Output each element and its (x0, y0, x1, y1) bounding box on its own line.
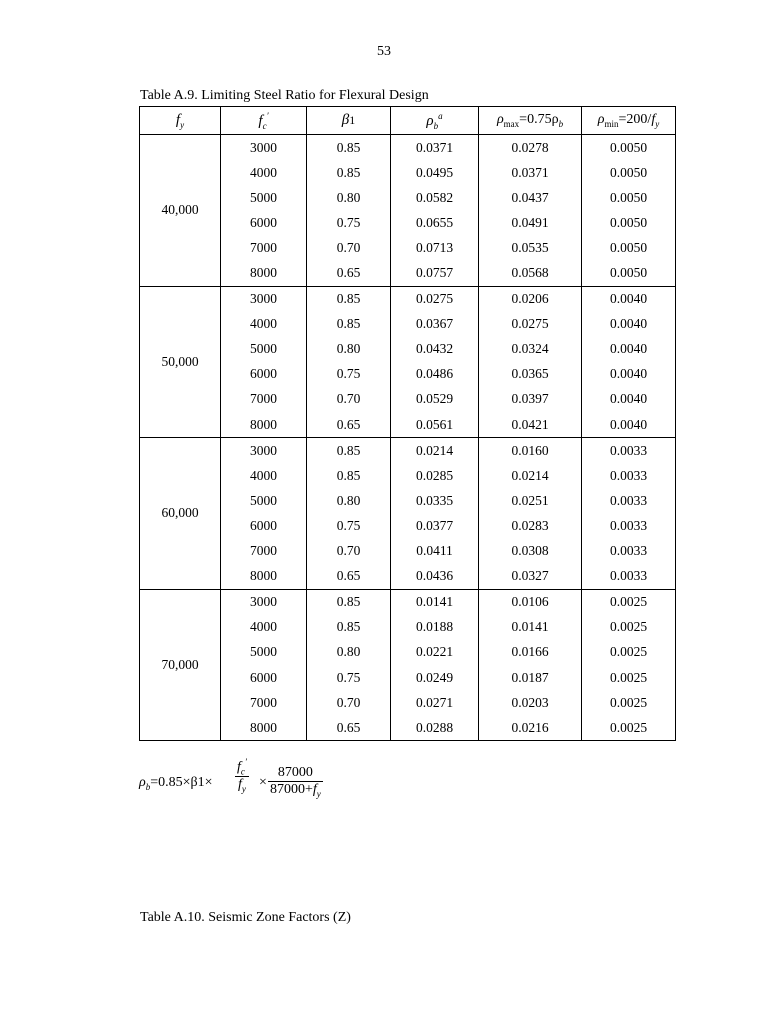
rho-min-cell: 0.0040 (582, 412, 676, 438)
beta1-cell: 0.70 (307, 539, 391, 564)
header-row (140, 107, 676, 135)
fc-cell: 5000 (221, 185, 307, 210)
rho-max-cell: 0.0160 (479, 438, 582, 464)
rho-b-cell: 0.0411 (391, 539, 479, 564)
table-row (140, 387, 676, 412)
fc-cell: 7000 (221, 235, 307, 260)
fc-cell: 3000 (221, 438, 307, 464)
rho-b-cell: 0.0214 (391, 438, 479, 464)
table-row (140, 615, 676, 640)
rho-max-cell: 0.0203 (479, 690, 582, 715)
rho-min-cell: 0.0033 (582, 488, 676, 513)
rho-min-cell: 0.0050 (582, 260, 676, 286)
beta1-cell: 0.70 (307, 387, 391, 412)
table-row (140, 210, 676, 235)
beta1-cell: 0.75 (307, 665, 391, 690)
beta1-cell: 0.70 (307, 690, 391, 715)
header-rho-b: $\rho_b^a$ (391, 107, 479, 135)
table-row (140, 513, 676, 538)
beta1-cell: 0.75 (307, 513, 391, 538)
rho-min-cell: 0.0025 (582, 715, 676, 741)
table-row (140, 564, 676, 590)
fc-cell: 6000 (221, 362, 307, 387)
fc-cell: 4000 (221, 615, 307, 640)
fc-cell: 8000 (221, 412, 307, 438)
rho-max-cell: 0.0141 (479, 615, 582, 640)
rho-min-cell: 0.0050 (582, 160, 676, 185)
fc-cell: 7000 (221, 690, 307, 715)
table-row (140, 640, 676, 665)
rho-max-cell: 0.0283 (479, 513, 582, 538)
table-row (140, 589, 676, 615)
rho-b-cell: 0.0377 (391, 513, 479, 538)
table-row (140, 286, 676, 312)
rho-max-cell: 0.0308 (479, 539, 582, 564)
beta1-cell: 0.85 (307, 615, 391, 640)
fc-cell: 8000 (221, 260, 307, 286)
table-row (140, 185, 676, 210)
beta1-cell: 0.80 (307, 640, 391, 665)
table-row (140, 488, 676, 513)
rho-min-cell: 0.0040 (582, 312, 676, 337)
rho-min-cell: 0.0025 (582, 640, 676, 665)
rho-b-cell: 0.0432 (391, 337, 479, 362)
table-row (140, 160, 676, 185)
rho-min-cell: 0.0025 (582, 589, 676, 615)
table-row (140, 260, 676, 286)
fy-group-cell: 70,000 (140, 589, 221, 741)
fy-group-cell: 60,000 (140, 438, 221, 590)
rho-max-cell: 0.0187 (479, 665, 582, 690)
rho-b-cell: 0.0285 (391, 463, 479, 488)
rho-min-cell: 0.0040 (582, 362, 676, 387)
beta1-cell: 0.65 (307, 715, 391, 741)
rho-max-cell: 0.0106 (479, 589, 582, 615)
header-rho-max: $\rho_{max}=0.75\rho_b$ (479, 107, 582, 135)
rho-b-cell: 0.0529 (391, 387, 479, 412)
fc-cell: 8000 (221, 715, 307, 741)
table-row (140, 235, 676, 260)
fc-cell: 3000 (221, 286, 307, 312)
rho-min-cell: 0.0025 (582, 615, 676, 640)
table-row (140, 665, 676, 690)
table-row (140, 337, 676, 362)
rho-min-cell: 0.0040 (582, 286, 676, 312)
fc-cell: 6000 (221, 210, 307, 235)
header-rho-min: $\rho_{min}=200/f_y$ (582, 107, 676, 135)
rho-b-cell: 0.0271 (391, 690, 479, 715)
rho-min-cell: 0.0040 (582, 337, 676, 362)
fc-cell: 8000 (221, 564, 307, 590)
rho-max-cell: 0.0327 (479, 564, 582, 590)
rho-b-cell: 0.0757 (391, 260, 479, 286)
rho-max-cell: 0.0275 (479, 312, 582, 337)
table-row (140, 312, 676, 337)
fy-group-cell: 40,000 (140, 135, 221, 287)
table-row (140, 690, 676, 715)
fc-cell: 4000 (221, 160, 307, 185)
rho-max-cell: 0.0216 (479, 715, 582, 741)
steel-ratio-table (139, 106, 676, 741)
rho-b-cell: 0.0371 (391, 135, 479, 161)
beta1-cell: 0.85 (307, 463, 391, 488)
fc-cell: 4000 (221, 463, 307, 488)
rho-b-cell: 0.0436 (391, 564, 479, 590)
rho-max-cell: 0.0324 (479, 337, 582, 362)
beta1-cell: 0.65 (307, 564, 391, 590)
beta1-cell: 0.80 (307, 185, 391, 210)
beta1-cell: 0.80 (307, 337, 391, 362)
page-number: 53 (377, 44, 391, 59)
beta1-cell: 0.65 (307, 260, 391, 286)
rho-b-cell: 0.0495 (391, 160, 479, 185)
beta1-cell: 0.85 (307, 160, 391, 185)
rho-min-cell: 0.0033 (582, 463, 676, 488)
rho-min-cell: 0.0050 (582, 235, 676, 260)
beta1-cell: 0.70 (307, 235, 391, 260)
beta1-cell: 0.85 (307, 135, 391, 161)
rho-b-cell: 0.0335 (391, 488, 479, 513)
rho-b-cell: 0.0486 (391, 362, 479, 387)
fc-cell: 5000 (221, 640, 307, 665)
rho-max-cell: 0.0568 (479, 260, 582, 286)
rho-min-cell: 0.0025 (582, 665, 676, 690)
rho-b-cell: 0.0655 (391, 210, 479, 235)
rho-min-cell: 0.0033 (582, 513, 676, 538)
fc-cell: 6000 (221, 665, 307, 690)
fc-cell: 4000 (221, 312, 307, 337)
rho-max-cell: 0.0166 (479, 640, 582, 665)
rho-max-cell: 0.0365 (479, 362, 582, 387)
rho-min-cell: 0.0050 (582, 135, 676, 161)
table-row (140, 135, 676, 161)
formula-times: × (259, 775, 267, 790)
rho-max-cell: 0.0278 (479, 135, 582, 161)
rho-max-cell: 0.0214 (479, 463, 582, 488)
fc-cell: 5000 (221, 337, 307, 362)
rho-b-cell: 0.0188 (391, 615, 479, 640)
table-a9-caption: Table A.9. Limiting Steel Ratio for Flexural Design (140, 88, 429, 103)
table-row (140, 438, 676, 464)
fc-cell: 3000 (221, 589, 307, 615)
rho-max-cell: 0.0437 (479, 185, 582, 210)
header-fy: $f_y$ (140, 107, 221, 135)
beta1-cell: 0.85 (307, 438, 391, 464)
formula-lhs: $\rho_b=0.85\times\beta 1\times$ (139, 775, 213, 792)
rho-b-cell: 0.0561 (391, 412, 479, 438)
rho-b-cell: 0.0288 (391, 715, 479, 741)
rho-max-cell: 0.0491 (479, 210, 582, 235)
beta1-cell: 0.75 (307, 362, 391, 387)
beta1-cell: 0.85 (307, 286, 391, 312)
fy-group-cell: 50,000 (140, 286, 221, 438)
beta1-cell: 0.85 (307, 312, 391, 337)
rho-b-cell: 0.0221 (391, 640, 479, 665)
fc-cell: 6000 (221, 513, 307, 538)
beta1-cell: 0.65 (307, 412, 391, 438)
formula-fraction-87000: $\frac{87000}{87000+f_y}$ (270, 765, 321, 799)
table-row (140, 539, 676, 564)
beta1-cell: 0.85 (307, 589, 391, 615)
table-a10-caption: Table A.10. Seismic Zone Factors (Z) (140, 910, 351, 925)
table-row (140, 412, 676, 438)
table-a9 (139, 106, 675, 740)
rho-b-cell: 0.0713 (391, 235, 479, 260)
header-beta1: β1 (307, 107, 391, 135)
beta1-cell: 0.80 (307, 488, 391, 513)
rho-max-cell: 0.0206 (479, 286, 582, 312)
rho-max-cell: 0.0397 (479, 387, 582, 412)
table-row (140, 463, 676, 488)
rho-min-cell: 0.0033 (582, 539, 676, 564)
rho-max-cell: 0.0251 (479, 488, 582, 513)
formula-fraction-fc-fy: $\frac{f_c'}{f_y}$ (237, 757, 247, 795)
beta1-cell: 0.75 (307, 210, 391, 235)
rho-max-cell: 0.0421 (479, 412, 582, 438)
rho-b-cell: 0.0275 (391, 286, 479, 312)
rho-min-cell: 0.0033 (582, 438, 676, 464)
rho-min-cell: 0.0033 (582, 564, 676, 590)
rho-min-cell: 0.0025 (582, 690, 676, 715)
rho-min-cell: 0.0050 (582, 185, 676, 210)
rho-min-cell: 0.0050 (582, 210, 676, 235)
rho-b-cell: 0.0141 (391, 589, 479, 615)
fc-cell: 7000 (221, 387, 307, 412)
rho-b-cell: 0.0582 (391, 185, 479, 210)
rho-max-cell: 0.0535 (479, 235, 582, 260)
fc-cell: 3000 (221, 135, 307, 161)
rho-b-cell: 0.0249 (391, 665, 479, 690)
table-row (140, 715, 676, 741)
rho-b-cell: 0.0367 (391, 312, 479, 337)
rho-min-cell: 0.0040 (582, 387, 676, 412)
rho-b-formula (139, 757, 359, 807)
fc-cell: 5000 (221, 488, 307, 513)
table-row (140, 362, 676, 387)
rho-max-cell: 0.0371 (479, 160, 582, 185)
header-fc: $f_c'$ (221, 107, 307, 135)
fc-cell: 7000 (221, 539, 307, 564)
